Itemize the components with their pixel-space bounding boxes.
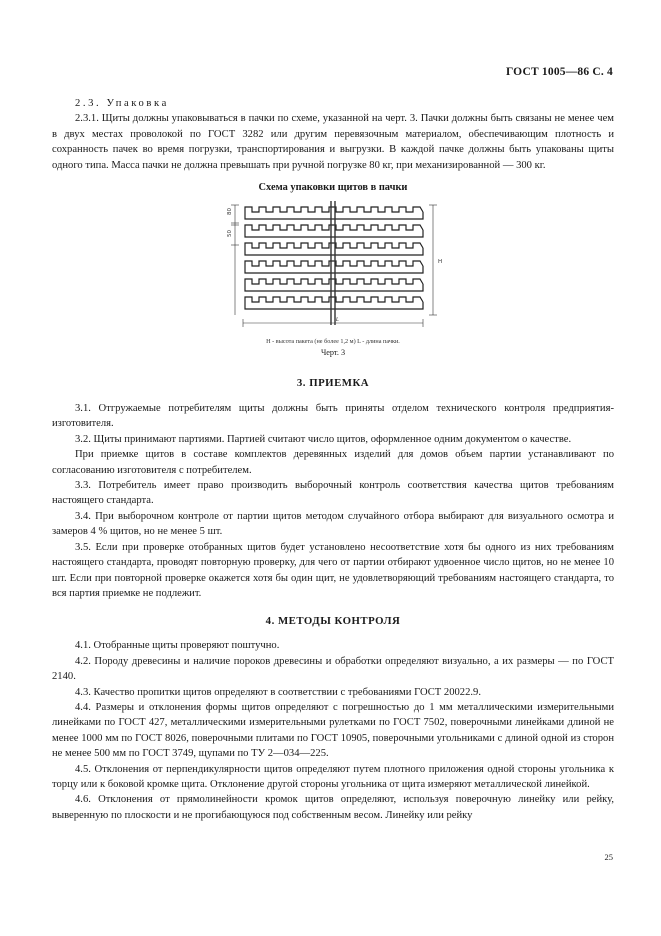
panel-body	[245, 266, 423, 273]
paragraph-4-6: 4.6. Отклонения от прямолинейности кромок щитов определяют, используя поверочную линейку или рейку, выверенную по плоскости и не прогибающуюся под собственным весом. Линейку или рейку	[52, 794, 614, 821]
panel-top-edge	[245, 243, 423, 248]
page-header: ГОСТ 1005—86 С. 4	[505, 66, 613, 78]
figure-legend: H - высота пакета (не более 1,2 м) L - длина пачки.	[266, 338, 400, 346]
panel-top-edge	[245, 279, 423, 284]
packing-scheme-drawing	[223, 199, 443, 331]
paragraph-4-1: 4.1. Отобранные щиты проверяют поштучно.	[75, 640, 280, 652]
section-3-heading: 3. ПРИЕМКА	[296, 377, 370, 390]
paragraph-2-3-1: 2.3.1. Щиты должны упаковываться в пачки по схеме, указанной на черт. 3. Пачки должны быть связаны не менее чем в двух местах проволокой по ГОСТ 3282 или другим перевязочным материалом, обеспечивающим плотность и сохранность пачек во время погрузки, транспортирования и выгрузки. В каждой пачке должны быть упакованы щиты одного типа. Масса пачки не должна превышать при ручной погрузке 80 кг, при механизированной — 300 кг.	[52, 113, 614, 171]
panel-top-edge	[245, 225, 423, 230]
figure-title: Схема упаковки щитов в пачки	[258, 182, 408, 194]
paragraph-4-4: 4.4. Размеры и отклонения формы щитов определяют с погрешностью до 1 мм металлическими измерительными линейками по ГОСТ 427, металлическими измерительными рулетками по ГОСТ 7502, поверочными линейками длиной не менее 1000 мм по ГОСТ 8026, поверочными плитами по ГОСТ 10905, поверочными угольниками с длиной одной из сторон не менее 500 мм по ГОСТ 3749, щупами по ТУ 2—034—225.	[52, 701, 614, 760]
paragraph-3-5: 3.5. Если при проверке отобранных щитов будет установлено несоответствие хотя бы одного из них требованиям настоящего стандарта, проводят повторную проверку, для чего от партии отбирают удвоенное число щитов, но не менее 10 шт. Если при повторной проверке окажется хотя бы один щит, не удовлетворяющий требованиям настоящего стандарта, то вся партия приемке не подлежит.	[52, 541, 614, 599]
dim-label-l: L	[336, 317, 340, 324]
paragraph-4-5: 4.5. Отклонения от перпендикулярности щитов определяют путем плотного приложения одной стороны угольника к торцу или к боковой кромке щита. Отклонение другой стороны угольника от щита измеряют металлической линейкой.	[52, 763, 614, 790]
paragraph-4-3: 4.3. Качество пропитки щитов определяют в соответствии с требованиями ГОСТ 20022.9.	[75, 686, 481, 698]
page-content	[52, 96, 614, 823]
dim-label-h: H	[438, 259, 443, 266]
figure-caption: Черт. 3	[320, 348, 346, 358]
paragraph-3-2: 3.2. Щиты принимают партиями. Партией считают число щитов, оформленное одним документом о качестве.	[75, 433, 572, 445]
panel-body	[245, 302, 423, 309]
paragraph-4-2: 4.2. Породу древесины и наличие пороков древесины и обработки определяют визуально, а их размеры — по ГОСТ 2140.	[52, 655, 614, 683]
panel-top-edge	[245, 261, 423, 266]
section-2-3-title: 2.3. Упаковка	[75, 98, 169, 109]
paragraph-3-4: 3.4. При выборочном контроле от партии щитов методом случайного отбора выбирают для визуального осмотра и замеров 4 % щитов, но не менее 5 шт.	[52, 510, 614, 538]
paragraph-3-2-note: При приемке щитов в составе комплектов деревянных изделий для домов объем партии устанавливают по согласованию изготовителя с потребителем.	[52, 449, 614, 476]
panel-top-edge	[245, 297, 423, 302]
section-4-heading: 4. МЕТОДЫ КОНТРОЛЯ	[265, 615, 401, 628]
panel-body	[245, 284, 423, 291]
paragraph-3-1: 3.1. Отгружаемые потребителям щиты должны быть приняты отделом технического контроля предприятия-изготовителя.	[52, 403, 614, 430]
panel-body	[245, 230, 423, 237]
page-number: 25	[604, 852, 613, 862]
paragraph-3-3: 3.3. Потребитель имеет право производить выборочный контроль соответствия качества щитов требованиям настоящего стандарта.	[52, 480, 614, 507]
dim-label-80: 80	[227, 208, 233, 216]
panel-body	[245, 248, 423, 255]
dim-label-50: 50	[227, 230, 233, 238]
panel-body	[245, 212, 423, 219]
panel-top-edge	[245, 207, 423, 212]
packing-scheme-figure	[52, 199, 614, 335]
